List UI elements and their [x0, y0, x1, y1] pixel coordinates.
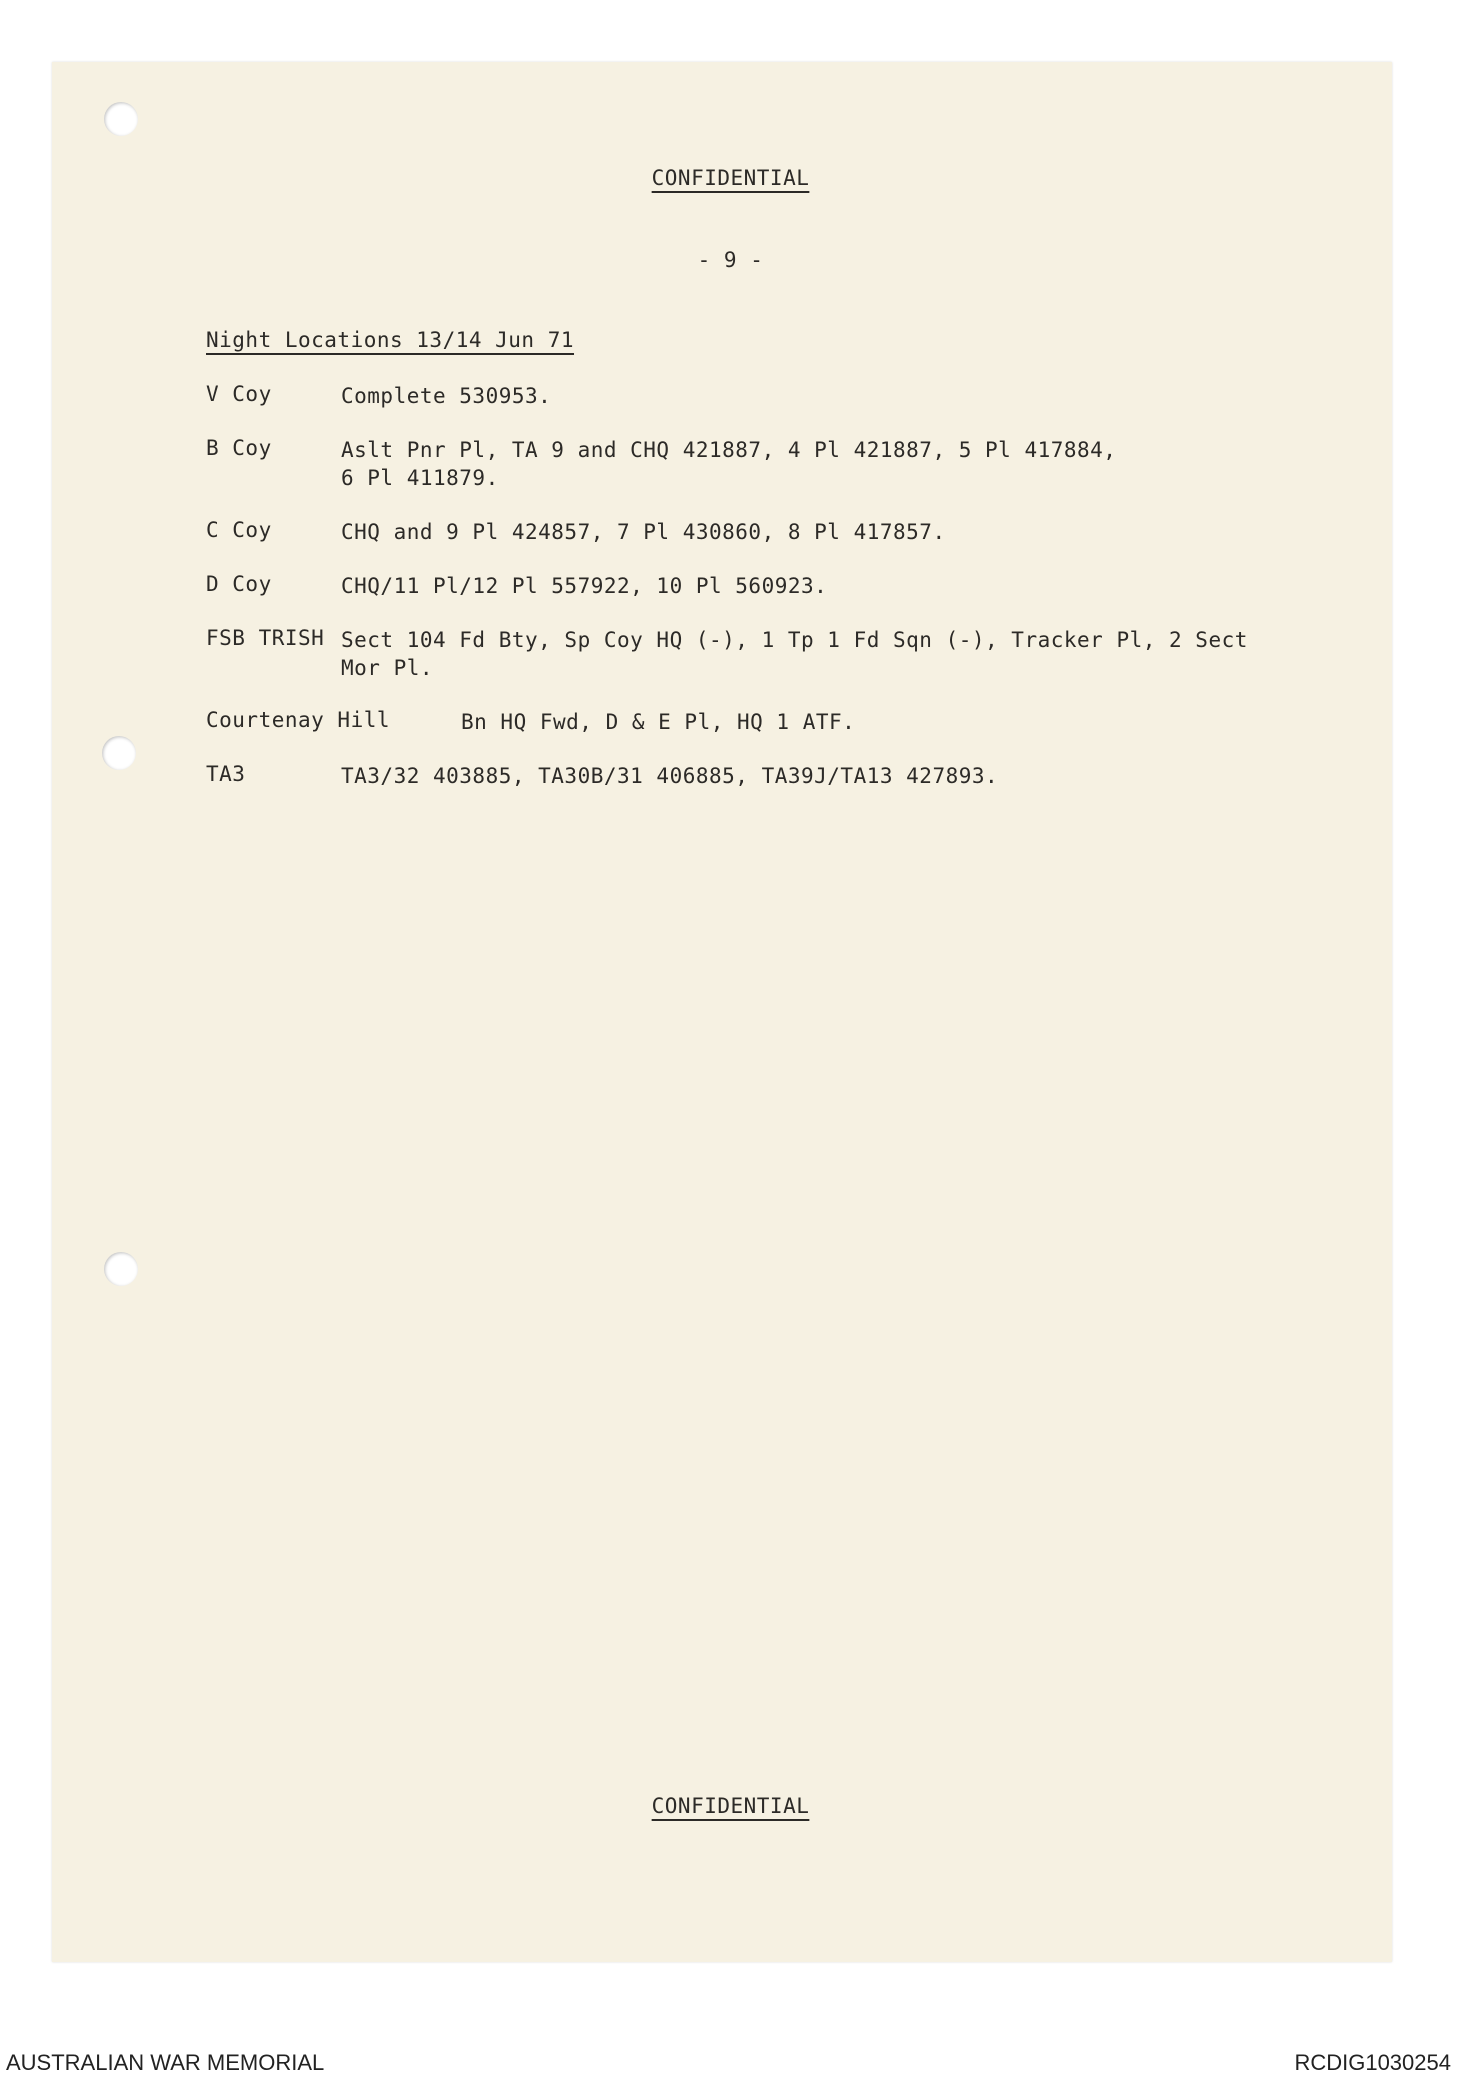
entry-label-b-coy: B Coy [206, 436, 272, 460]
entry-text-b-coy-line2: 6 Pl 411879. [341, 466, 499, 490]
entry-text-c-coy: CHQ and 9 Pl 424857, 7 Pl 430860, 8 Pl 417857. [341, 520, 946, 544]
entry-text-courtenay-hill: Bn HQ Fwd, D & E Pl, HQ 1 ATF. [461, 710, 856, 734]
entry-text-v-coy: Complete 530953. [341, 384, 552, 408]
page-number: - 9 - [697, 248, 764, 272]
archive-reference: RCDIG1030254 [1294, 2050, 1451, 2075]
entry-label-c-coy: C Coy [206, 518, 272, 542]
entry-text-b-coy-line1: Aslt Pnr Pl, TA 9 and CHQ 421887, 4 Pl 421887, 5 Pl 417884, [341, 438, 1117, 462]
punch-hole-middle [102, 736, 136, 770]
punch-hole-bottom [104, 1252, 138, 1286]
entry-text-fsb-trish-line2: Mor Pl. [341, 656, 434, 680]
section-heading: Night Locations 13/14 Jun 71 [206, 328, 575, 352]
entry-label-fsb-trish: FSB TRISH [206, 626, 325, 650]
footer-classification: CONFIDENTIAL [651, 1794, 810, 1818]
entry-label-v-coy: V Coy [206, 382, 272, 406]
entry-text-ta3: TA3/32 403885, TA30B/31 406885, TA39J/TA13 427893. [341, 764, 999, 788]
archive-institution: AUSTRALIAN WAR MEMORIAL [6, 2050, 325, 2075]
entry-text-d-coy: CHQ/11 Pl/12 Pl 557922, 10 Pl 560923. [341, 574, 828, 598]
punch-hole-top [104, 102, 138, 136]
entry-label-ta3: TA3 [206, 762, 246, 786]
entry-text-fsb-trish-line1: Sect 104 Fd Bty, Sp Coy HQ (-), 1 Tp 1 Fd Sqn (-), Tracker Pl, 2 Sect [341, 628, 1248, 652]
entry-label-courtenay-hill: Courtenay Hill [206, 708, 391, 732]
entry-label-d-coy: D Coy [206, 572, 272, 596]
entry-text-fsb-trish [341, 626, 1281, 682]
entry-text-b-coy [341, 436, 1281, 492]
header-classification: CONFIDENTIAL [651, 166, 810, 190]
